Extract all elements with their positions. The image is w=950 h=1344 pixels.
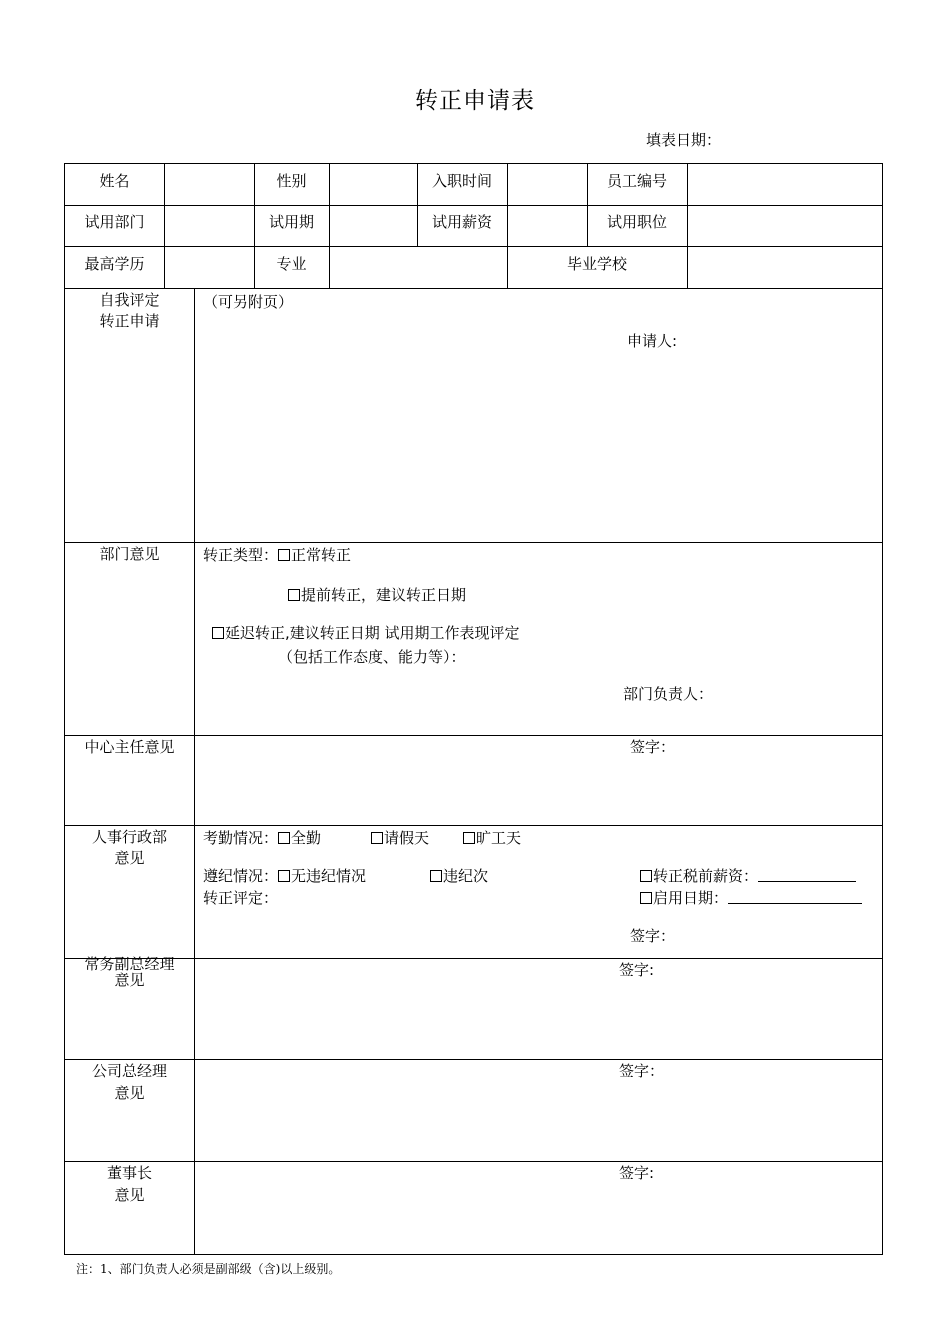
salary-row bbox=[640, 867, 856, 885]
fill-date-label: 填表日期： bbox=[646, 131, 722, 149]
start-date-field[interactable] bbox=[728, 891, 862, 904]
dept-head-label: 部门负责人： bbox=[623, 685, 714, 703]
discipline-row bbox=[203, 867, 366, 885]
join-date-label: 入职时间 bbox=[431, 172, 492, 190]
hr-sign: 签字： bbox=[630, 927, 676, 945]
hr-label-2: 意见 bbox=[114, 849, 145, 867]
dept-opinion-label: 部门意见 bbox=[99, 545, 160, 563]
center-director-sign: 签字： bbox=[630, 738, 676, 756]
start-date-row bbox=[640, 889, 862, 907]
gm-label: 公司总经理 bbox=[91, 1062, 167, 1080]
salary-label: 转正税前薪资： bbox=[653, 867, 759, 885]
major-label: 专业 bbox=[276, 255, 307, 273]
dept-early-row bbox=[288, 586, 466, 604]
exec-vp-label-2: 意见 bbox=[114, 971, 145, 989]
hr-label: 人事行政部 bbox=[91, 828, 167, 846]
start-date-label: 启用日期： bbox=[653, 889, 729, 907]
probation-dept-label: 试用部门 bbox=[84, 213, 145, 231]
col-divider bbox=[507, 164, 508, 246]
row-divider bbox=[65, 1161, 882, 1162]
att-full: 全勤 bbox=[291, 829, 322, 847]
exec-vp-label: 常务副总经理 bbox=[84, 955, 175, 973]
form-table bbox=[64, 163, 883, 1255]
dept-type-row bbox=[203, 546, 351, 564]
checkbox[interactable] bbox=[640, 892, 652, 904]
probation-salary-label: 试用薪资 bbox=[431, 213, 492, 231]
self-eval-label-2: 转正申请 bbox=[99, 312, 160, 330]
checkbox[interactable] bbox=[288, 589, 300, 601]
eval-note: （包括工作态度、能力等）： bbox=[278, 648, 466, 666]
checkbox[interactable] bbox=[278, 870, 290, 882]
row-divider bbox=[65, 735, 882, 736]
col-divider bbox=[329, 164, 330, 246]
checkbox[interactable] bbox=[430, 870, 442, 882]
applicant-label: 申请人: bbox=[627, 332, 678, 350]
exec-vp-sign: 签字: bbox=[619, 961, 655, 979]
probation-position-label: 试用职位 bbox=[606, 213, 667, 231]
row-divider bbox=[65, 246, 882, 247]
attach-hint: （可另附页） bbox=[203, 293, 294, 311]
discipline-label: 遵纪情况： bbox=[203, 867, 279, 885]
checkbox[interactable] bbox=[278, 549, 290, 561]
disc-violation-row bbox=[430, 867, 488, 885]
row-divider bbox=[65, 825, 882, 826]
gender-label: 性别 bbox=[276, 172, 307, 190]
chairman-label: 董事长 bbox=[106, 1164, 152, 1182]
disc-none: 无违纪情况 bbox=[291, 867, 367, 885]
col-divider bbox=[194, 288, 195, 1254]
attendance-row bbox=[203, 829, 321, 847]
checkbox[interactable] bbox=[371, 832, 383, 844]
col-divider bbox=[164, 164, 165, 246]
col-divider bbox=[687, 164, 688, 288]
footnote: 注：1、部门负责人必须是副部级（含)以上级别。 bbox=[76, 1262, 341, 1276]
att-absent-row bbox=[463, 829, 521, 847]
salary-field[interactable] bbox=[758, 869, 856, 882]
chairman-sign: 签字: bbox=[619, 1164, 655, 1182]
row-divider bbox=[65, 288, 882, 289]
row-divider bbox=[65, 542, 882, 543]
type-label: 转正类型： bbox=[203, 546, 279, 564]
checkbox[interactable] bbox=[212, 627, 224, 639]
att-leave: 请假天 bbox=[384, 829, 430, 847]
col-divider bbox=[329, 246, 330, 288]
center-director-label: 中心主任意见 bbox=[84, 738, 175, 756]
self-eval-label: 自我评定 bbox=[99, 291, 160, 309]
row-divider bbox=[65, 205, 882, 206]
name-label: 姓名 bbox=[99, 172, 130, 190]
opt-delay: 延迟转正,建议转正日期 试用期工作表现评定 bbox=[225, 624, 520, 642]
checkbox[interactable] bbox=[278, 832, 290, 844]
evaluation-label: 转正评定： bbox=[203, 889, 279, 907]
att-absent: 旷工天 bbox=[476, 829, 522, 847]
opt-early: 提前转正，建议转正日期 bbox=[301, 586, 467, 604]
checkbox[interactable] bbox=[640, 870, 652, 882]
probation-period-label: 试用期 bbox=[268, 213, 314, 231]
chairman-label-2: 意见 bbox=[114, 1186, 145, 1204]
employee-no-label: 员工编号 bbox=[606, 172, 667, 190]
page-title: 转正申请表 bbox=[415, 88, 535, 114]
dept-delay-row bbox=[212, 624, 520, 642]
attendance-label: 考勤情况： bbox=[203, 829, 279, 847]
disc-violation: 违纪次 bbox=[443, 867, 489, 885]
education-label: 最高学历 bbox=[84, 255, 145, 273]
checkbox[interactable] bbox=[463, 832, 475, 844]
opt-normal: 正常转正 bbox=[291, 546, 352, 564]
gm-label-2: 意见 bbox=[114, 1084, 145, 1102]
gm-sign: 签字： bbox=[619, 1062, 665, 1080]
row-divider bbox=[65, 1059, 882, 1060]
att-leave-row bbox=[371, 829, 429, 847]
school-label: 毕业学校 bbox=[566, 255, 627, 273]
col-divider bbox=[164, 246, 165, 288]
